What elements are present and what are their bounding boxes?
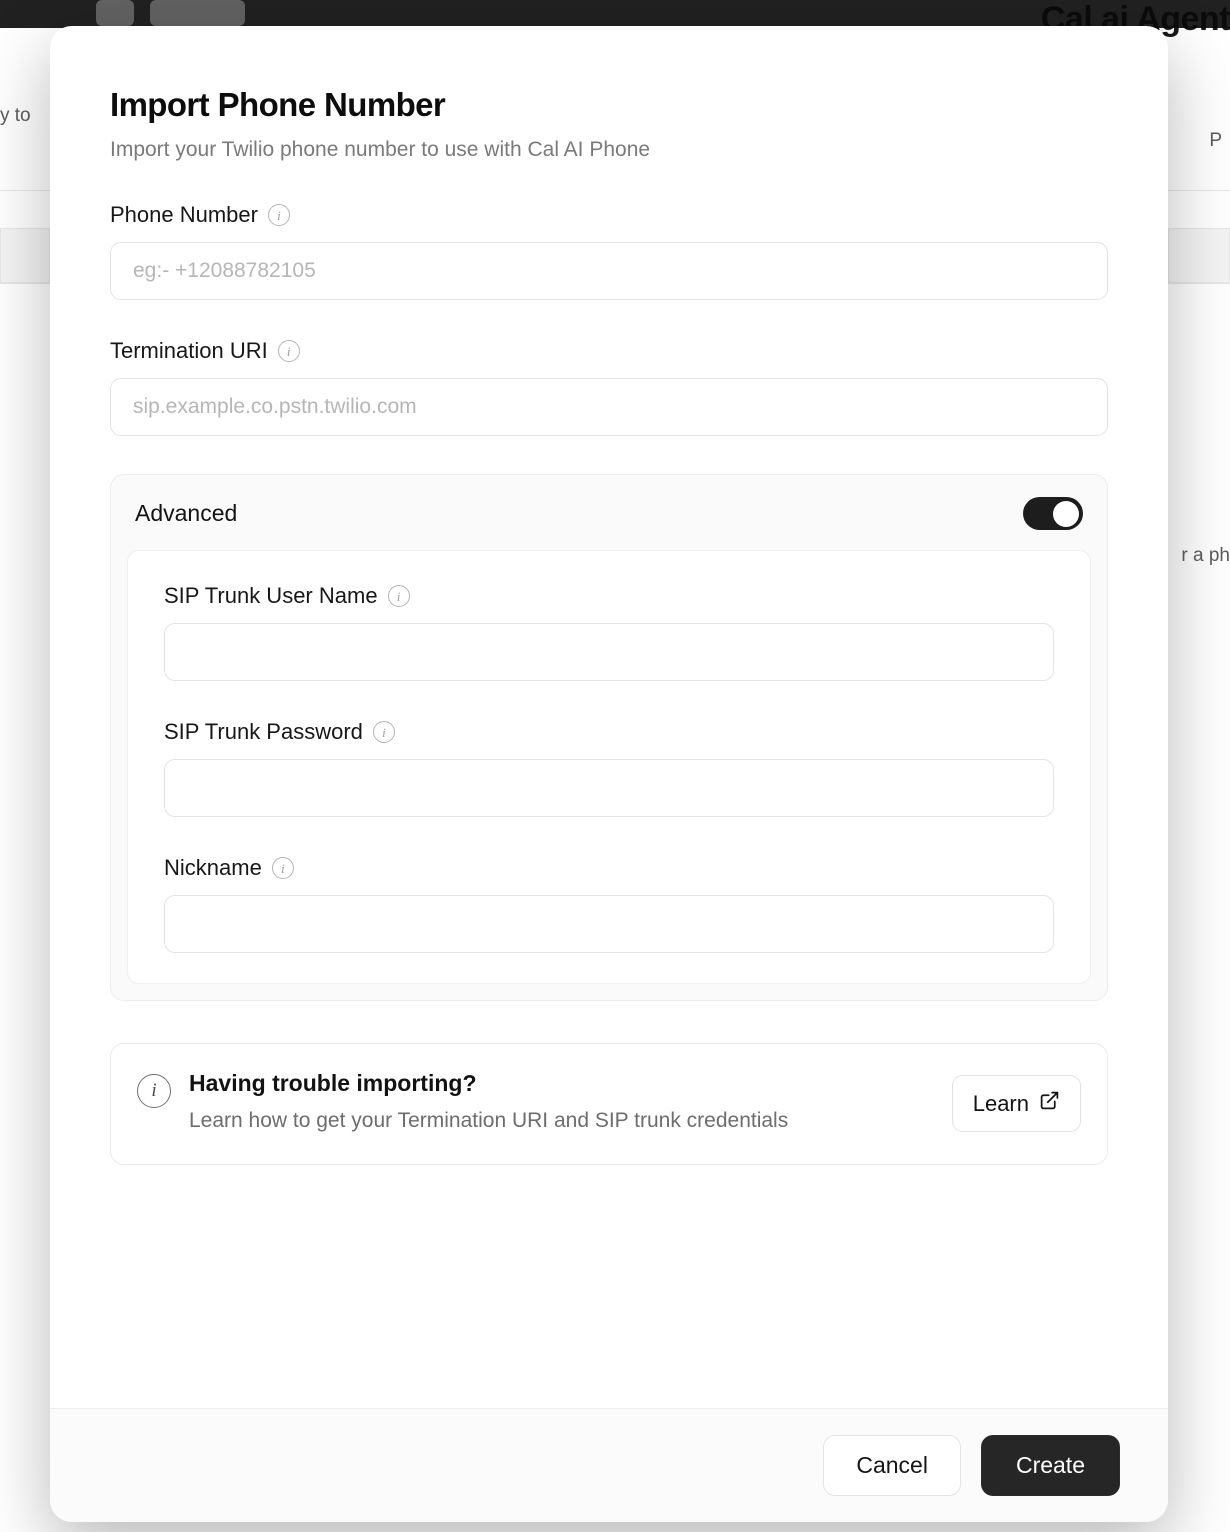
background-text-fragment-right-top: P [1209, 130, 1222, 151]
advanced-toggle[interactable] [1023, 497, 1083, 530]
create-button[interactable]: Create [981, 1435, 1120, 1496]
phone-number-field-group [110, 202, 1108, 300]
phone-number-label: Phone Number [110, 202, 258, 227]
termination-uri-field-group [110, 338, 1108, 436]
import-phone-number-dialog [50, 26, 1168, 1522]
info-circle-icon: i [137, 1074, 171, 1108]
phone-number-input[interactable] [110, 242, 1108, 300]
dialog-body [50, 26, 1168, 1408]
advanced-fields [127, 550, 1091, 984]
info-icon[interactable]: i [373, 721, 395, 743]
sip-password-field-group [164, 719, 1054, 817]
dialog-title: Import Phone Number [110, 86, 446, 123]
termination-uri-label: Termination URI [110, 338, 268, 363]
nickname-label-row [164, 855, 1054, 881]
external-link-icon [1039, 1090, 1060, 1117]
advanced-header [111, 475, 1107, 550]
info-icon[interactable]: i [272, 857, 294, 879]
info-icon[interactable]: i [388, 585, 410, 607]
nickname-input[interactable] [164, 895, 1054, 953]
nickname-label: Nickname [164, 855, 262, 880]
sip-password-label-row [164, 719, 1054, 745]
info-icon[interactable]: i [268, 204, 290, 226]
sip-username-label-row [164, 583, 1054, 609]
sip-password-input[interactable] [164, 759, 1054, 817]
sip-username-label: SIP Trunk User Name [164, 583, 378, 608]
help-callout [110, 1043, 1108, 1165]
toggle-knob-icon [1053, 501, 1079, 527]
termination-uri-label-row [110, 338, 1108, 364]
nickname-field-group [164, 855, 1054, 953]
dialog-subtitle: Import your Twilio phone number to use with Cal AI Phone [110, 138, 651, 161]
help-callout-description: Learn how to get your Termination URI and SIP trunk credentials [189, 1109, 789, 1132]
info-icon[interactable]: i [278, 340, 300, 362]
help-callout-title: Having trouble importing? [189, 1070, 477, 1096]
termination-uri-input[interactable] [110, 378, 1108, 436]
learn-button-label: Learn [972, 1090, 1029, 1116]
sip-password-label: SIP Trunk Password [164, 719, 363, 744]
background-text-fragment-right-mid: r a ph [1181, 545, 1230, 566]
scrim-top-strip [0, 0, 1230, 28]
help-callout-text [189, 1070, 934, 1138]
sip-username-input[interactable] [164, 623, 1054, 681]
dialog-footer [50, 1408, 1168, 1522]
phone-number-label-row [110, 202, 1108, 228]
sip-username-field-group [164, 583, 1054, 681]
advanced-section [110, 474, 1108, 1001]
learn-button[interactable] [952, 1075, 1081, 1132]
advanced-title: Advanced [135, 500, 238, 526]
background-text-fragment-left: y to [0, 105, 31, 126]
cancel-button[interactable]: Cancel [823, 1435, 961, 1496]
